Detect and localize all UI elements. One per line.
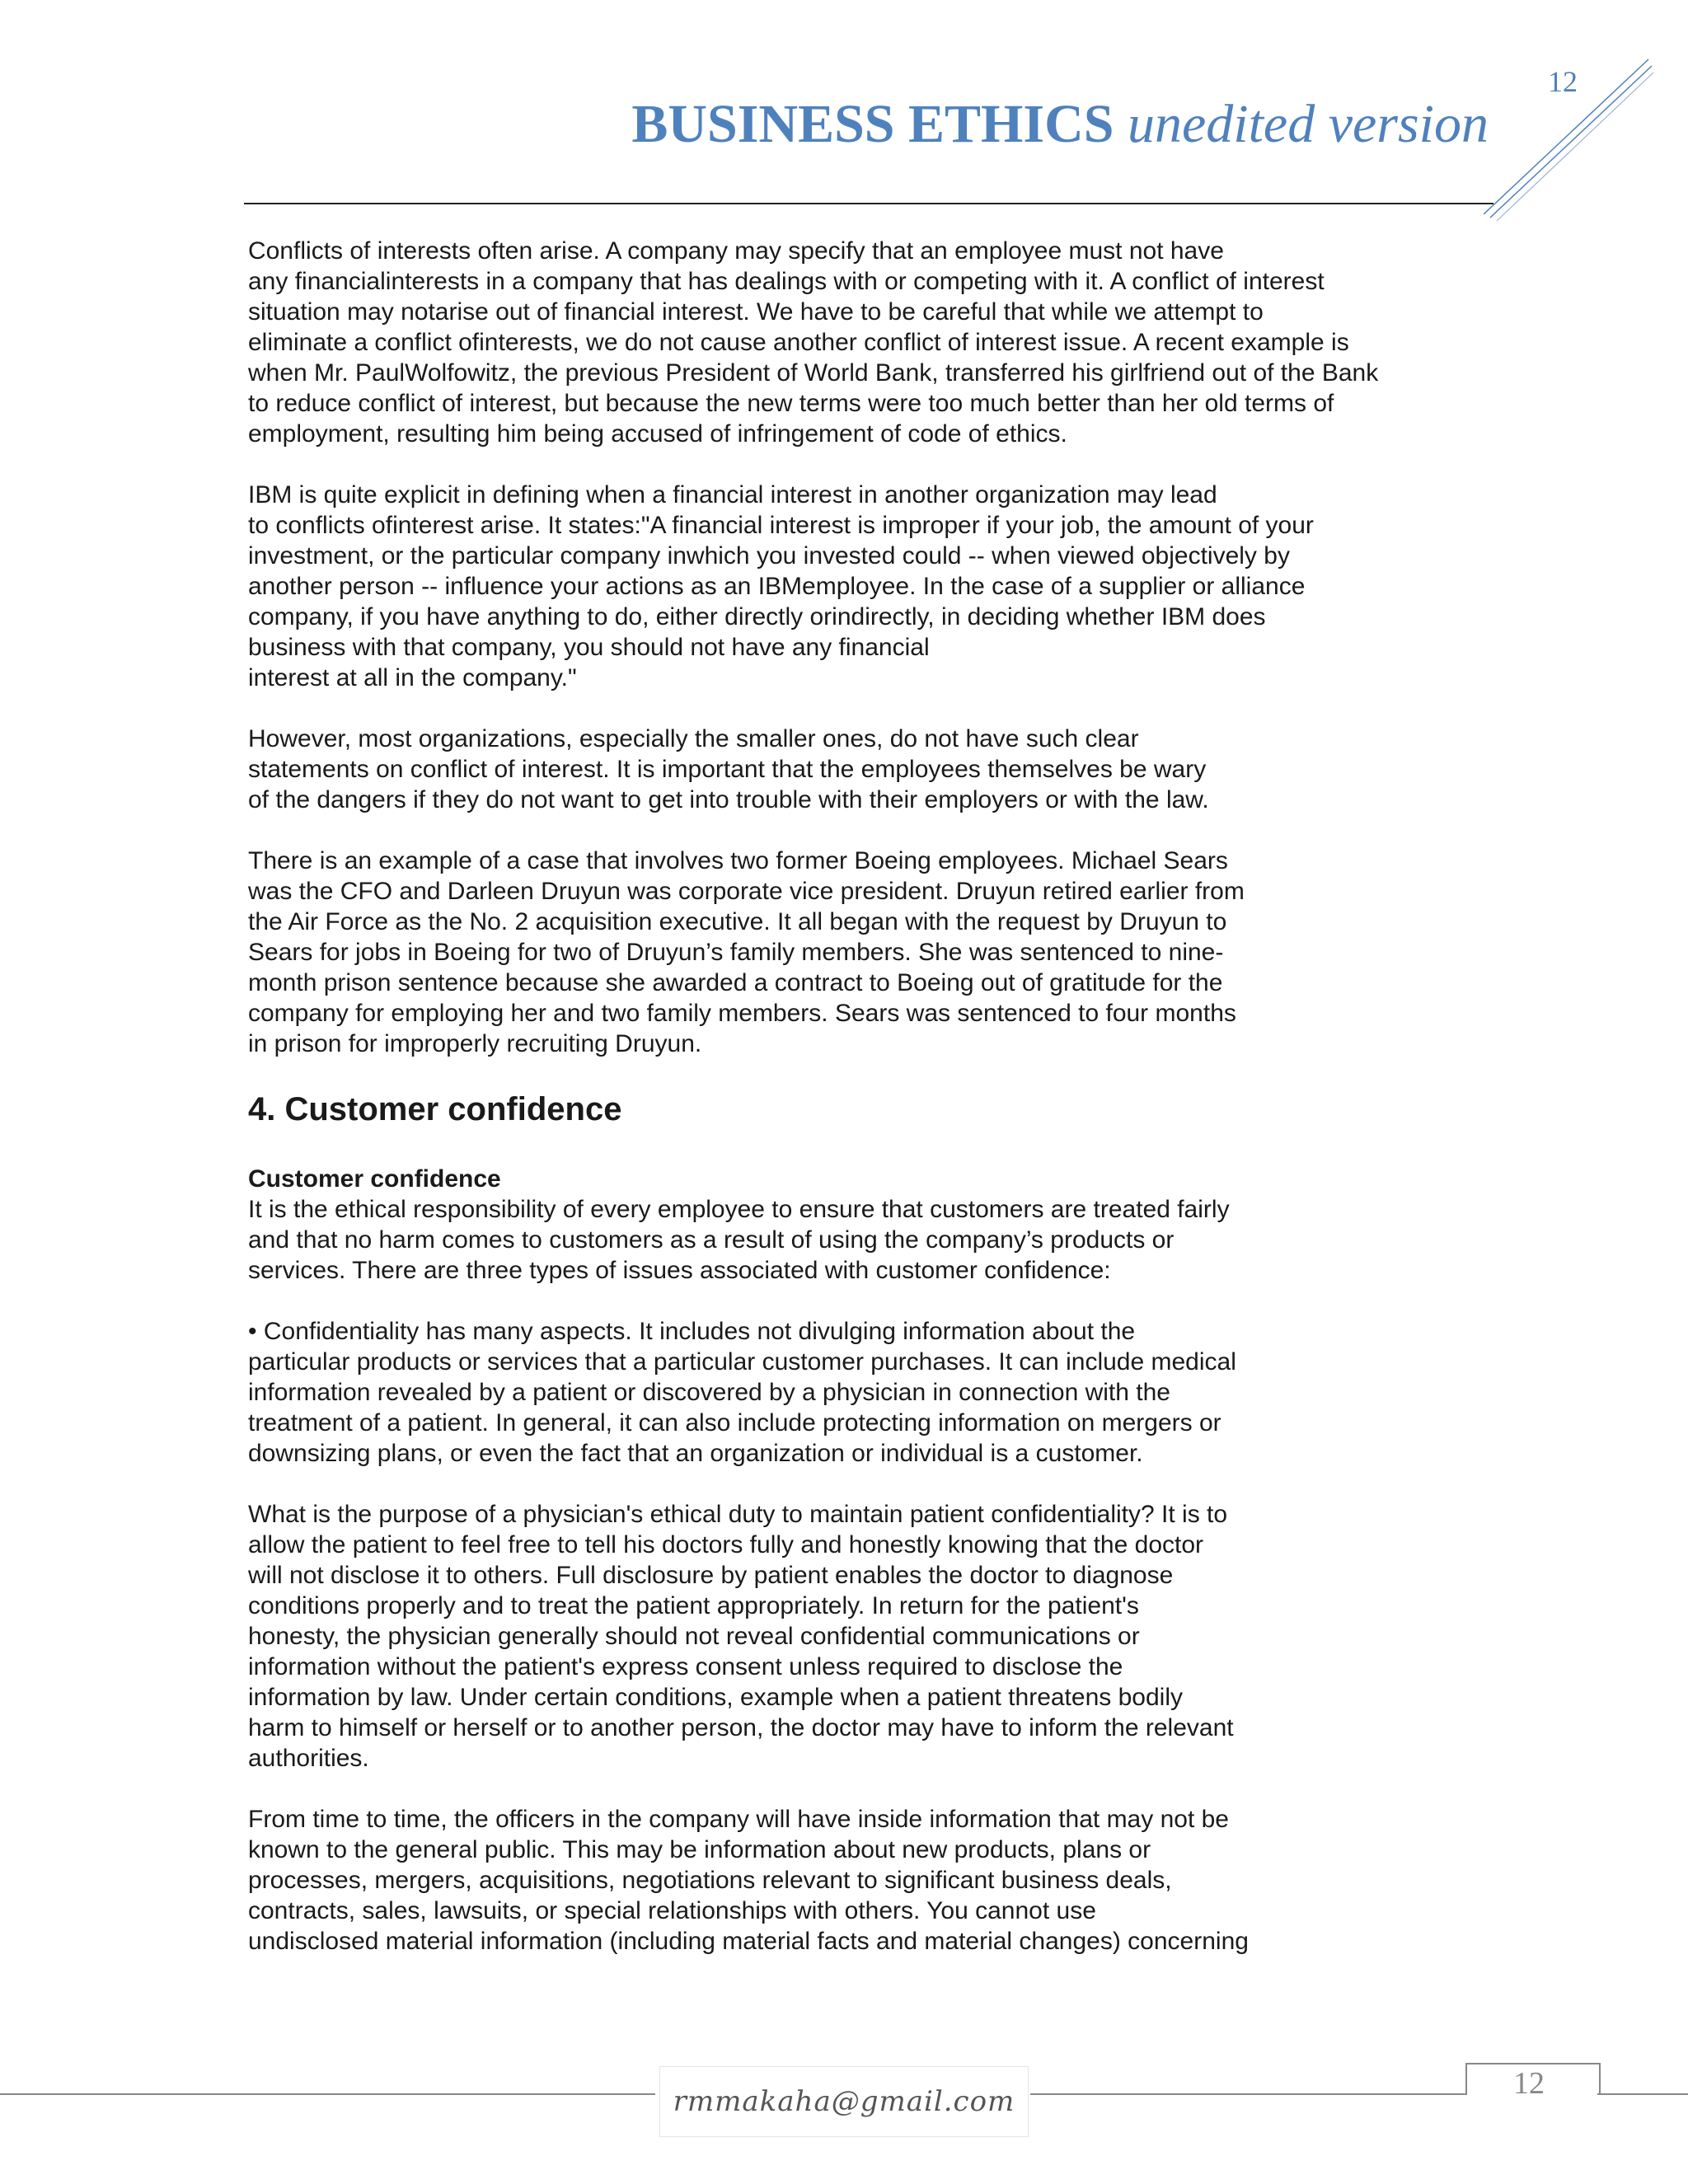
- text-line: eliminate a conflict ofinterests, we do not cause another conflict of interest issue. A recent example is: [248, 329, 1349, 356]
- sub-heading: Customer confidence: [248, 1165, 501, 1193]
- document-title: [631, 94, 1489, 154]
- paragraph-conflicts: [248, 236, 1501, 449]
- text-line: services. There are three types of issues associated with customer confidence:: [248, 1257, 1111, 1284]
- text-line: another person -- influence your actions as an IBMemployee. In the case of a supplier or alliance: [248, 573, 1306, 600]
- text-line: was the CFO and Darleen Druyun was corporate vice president. Druyun retired earlier from: [248, 878, 1245, 905]
- text-line: information revealed by a patient or discovered by a physician in connection with the: [248, 1379, 1170, 1406]
- text-line: particular products or services that a particular customer purchases. It can include medical: [248, 1348, 1236, 1376]
- footer-rule-left: [0, 2093, 655, 2095]
- text-line: to conflicts ofinterest arise. It states:"A financial interest is improper if your job, the amount of your: [248, 512, 1314, 539]
- text-line: information without the patient's express consent unless required to disclose the: [248, 1653, 1123, 1680]
- text-line: processes, mergers, acquisitions, negotiations relevant to significant business deals,: [248, 1867, 1172, 1894]
- section-heading: 4. Customer confidence: [248, 1091, 622, 1127]
- text-line: statements on conflict of interest. It is important that the employees themselves be wary: [248, 756, 1207, 783]
- text-line: It is the ethical responsibility of every employee to ensure that customers are treated fairly: [248, 1196, 1230, 1223]
- text-line: harm to himself or herself or to another person, the doctor may have to inform the relevant: [248, 1714, 1234, 1741]
- paragraph-ibm: [248, 480, 1501, 693]
- header-page-number: 12: [1548, 65, 1578, 98]
- paragraph-physician: [248, 1499, 1501, 1774]
- text-line: From time to time, the officers in the company will have inside information that may not be: [248, 1806, 1229, 1833]
- paragraph-small-organizations: [248, 724, 1501, 815]
- footer-email: rmmakaha@gmail.com: [673, 2085, 1015, 2118]
- text-line: honesty, the physician generally should not reveal confidential communications or: [248, 1623, 1140, 1650]
- text-line: will not disclose it to others. Full disclosure by patient enables the doctor to diagnose: [248, 1562, 1174, 1589]
- text-line: investment, or the particular company inwhich you invested could -- when viewed objectively by: [248, 542, 1290, 569]
- paragraph-customer-confidence-lines: [248, 1194, 1501, 1286]
- corner-decoration-lines: [1484, 58, 1657, 231]
- text-line: month prison sentence because she awarded a contract to Boeing out of gratitude for the: [248, 969, 1223, 996]
- title-main: BUSINESS ETHICS: [631, 94, 1114, 154]
- footer-rule-far: [1597, 2093, 1688, 2095]
- text-line: What is the purpose of a physician's ethical duty to maintain patient confidentiality? It is to: [248, 1501, 1228, 1528]
- text-line: information by law. Under certain conditions, example when a patient threatens bodily: [248, 1684, 1183, 1711]
- text-line: any financialinterests in a company that has dealings with or competing with it. A conflict of interest: [248, 268, 1325, 295]
- text-line: to reduce conflict of interest, but because the new terms were too much better than her old terms of: [248, 390, 1334, 417]
- text-line: of the dangers if they do not want to get into trouble with their employers or with the law.: [248, 786, 1209, 813]
- text-line: the Air Force as the No. 2 acquisition executive. It all began with the request by Druyun to: [248, 908, 1227, 935]
- text-line: treatment of a patient. In general, it can also include protecting information on mergers or: [248, 1409, 1221, 1436]
- footer-rule-right: [1030, 2093, 1467, 2095]
- text-line: company for employing her and two family members. Sears was sentenced to four months: [248, 1000, 1236, 1027]
- paragraph-inside-information: [248, 1804, 1501, 1957]
- text-line: downsizing plans, or even the fact that an organization or individual is a customer.: [248, 1440, 1143, 1467]
- text-line: and that no harm comes to customers as a result of using the company’s products or: [248, 1226, 1175, 1254]
- paragraph-boeing: [248, 846, 1501, 1059]
- text-line: employment, resulting him being accused of infringement of code of ethics.: [248, 420, 1067, 448]
- text-line: conditions properly and to treat the patient appropriately. In return for the patient's: [248, 1592, 1139, 1619]
- text-line: when Mr. PaulWolfowitz, the previous President of World Bank, transferred his girlfriend out of the Bank: [248, 359, 1379, 387]
- footer-email-box: [659, 2066, 1029, 2137]
- text-line: company, if you have anything to do, either directly orindirectly, in deciding whether IBM does: [248, 603, 1266, 630]
- text-line: IBM is quite explicit in defining when a financial interest in another organization may lead: [248, 481, 1217, 509]
- header-divider: [244, 203, 1493, 204]
- text-line: There is an example of a case that involves two former Boeing employees. Michael Sears: [248, 847, 1228, 874]
- text-line: Sears for jobs in Boeing for two of Druyun’s family members. She was sentenced to nine-: [248, 939, 1224, 966]
- text-line: undisclosed material information (including material facts and material changes) concerning: [248, 1928, 1249, 1955]
- title-subtitle: unedited version: [1127, 94, 1489, 154]
- footer-page-number: 12: [1513, 2066, 1545, 2101]
- page-body: [248, 236, 1501, 1987]
- text-line: • Confidentiality has many aspects. It includes not divulging information about the: [248, 1318, 1136, 1345]
- text-line: situation may notarise out of financial interest. We have to be careful that while we attempt to: [248, 298, 1264, 326]
- paragraph-confidentiality: [248, 1316, 1501, 1469]
- text-line: authorities.: [248, 1745, 369, 1772]
- text-line: business with that company, you should not have any financial: [248, 634, 930, 661]
- text-line: known to the general public. This may be information about new products, plans or: [248, 1836, 1151, 1863]
- text-line: interest at all in the company.": [248, 664, 577, 691]
- text-line: Conflicts of interests often arise. A company may specify that an employee must not have: [248, 237, 1224, 265]
- text-line: allow the patient to feel free to tell his doctors fully and honestly knowing that the doctor: [248, 1531, 1204, 1558]
- text-line: However, most organizations, especially the smaller ones, do not have such clear: [248, 725, 1139, 752]
- text-line: in prison for improperly recruiting Druyun.: [248, 1030, 702, 1057]
- paragraph-customer-confidence: [248, 1164, 1501, 1286]
- text-line: contracts, sales, lawsuits, or special relationships with others. You cannot use: [248, 1897, 1096, 1924]
